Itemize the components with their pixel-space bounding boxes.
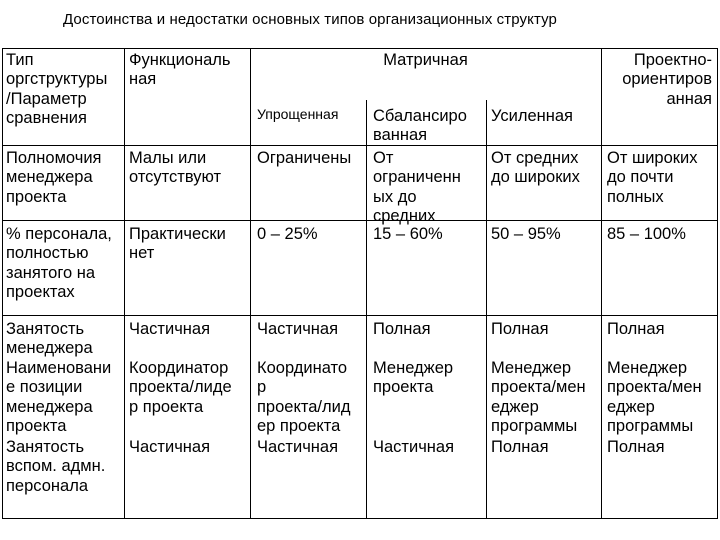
col-divider [124, 48, 125, 519]
row-divider [2, 220, 717, 221]
row-staff-balanced: 15 – 60% [373, 225, 443, 243]
row-employment-balanced: Полная [373, 320, 431, 338]
row-admin-strong: Полная [491, 438, 549, 456]
page-title: Достоинства и недостатки основных типов организационных структур [63, 11, 557, 28]
header-matrix: Матричная [383, 51, 468, 69]
row-position-label: Наименовани е позиции менеджера проекта [6, 359, 112, 435]
header-type-label: Тип оргструктуры /Параметр сравнения [6, 51, 108, 127]
header-project-oriented: Проектно- ориентиров анная [622, 51, 712, 108]
row-employment-simplified: Частичная [257, 320, 339, 338]
row-employment-strong: Полная [491, 320, 549, 338]
row-admin-functional: Частичная [129, 438, 211, 456]
row-admin-label: Занятость вспом. адмн. персонала [6, 438, 106, 495]
col-divider [250, 48, 251, 519]
row-employment-project: Полная [607, 320, 665, 338]
row-admin-balanced: Частичная [373, 438, 455, 456]
row-authority-project: От широких до почти полных [607, 149, 698, 206]
header-simplified: Упрощенная [257, 106, 339, 122]
row-position-balanced: Менеджер проекта [373, 359, 454, 397]
table-border-top [2, 48, 717, 49]
row-position-project: Менеджер проекта/мен еджер программы [607, 359, 702, 435]
row-staff-label: % персонала, полностью занятого на проектах [6, 225, 112, 301]
row-staff-strong: 50 – 95% [491, 225, 561, 243]
row-authority-balanced: От ограниченн ых до средних [373, 149, 461, 225]
row-divider [2, 145, 717, 146]
table-border-left [2, 48, 3, 519]
row-authority-strong: От средних до широких [491, 149, 580, 187]
row-staff-simplified: 0 – 25% [257, 225, 318, 243]
header-balanced: Сбалансиро ванная [373, 107, 467, 145]
row-authority-label: Полномочия менеджера проекта [6, 149, 102, 206]
row-position-strong: Менеджер проекта/мен еджер программы [491, 359, 586, 435]
col-divider [601, 48, 602, 519]
row-admin-project: Полная [607, 438, 665, 456]
row-employment-functional: Частичная [129, 320, 211, 338]
row-authority-functional: Малы или отсутствуют [129, 149, 222, 187]
table-border-bottom [2, 518, 717, 519]
row-staff-project: 85 – 100% [607, 225, 686, 243]
row-employment-label: Занятость менеджера [6, 320, 93, 358]
row-position-simplified: Координато р проекта/лид ер проекта [257, 359, 351, 435]
row-admin-simplified: Частичная [257, 438, 339, 456]
col-divider [366, 100, 367, 519]
col-divider [486, 100, 487, 519]
header-functional: Функциональ ная [129, 51, 231, 89]
table-border-right [717, 48, 718, 519]
row-divider [2, 315, 717, 316]
header-strong: Усиленная [491, 107, 573, 125]
row-position-functional: Координатор проекта/лиде р проекта [129, 359, 232, 416]
row-staff-functional: Практически нет [129, 225, 226, 263]
row-authority-simplified: Ограничены [257, 149, 352, 167]
